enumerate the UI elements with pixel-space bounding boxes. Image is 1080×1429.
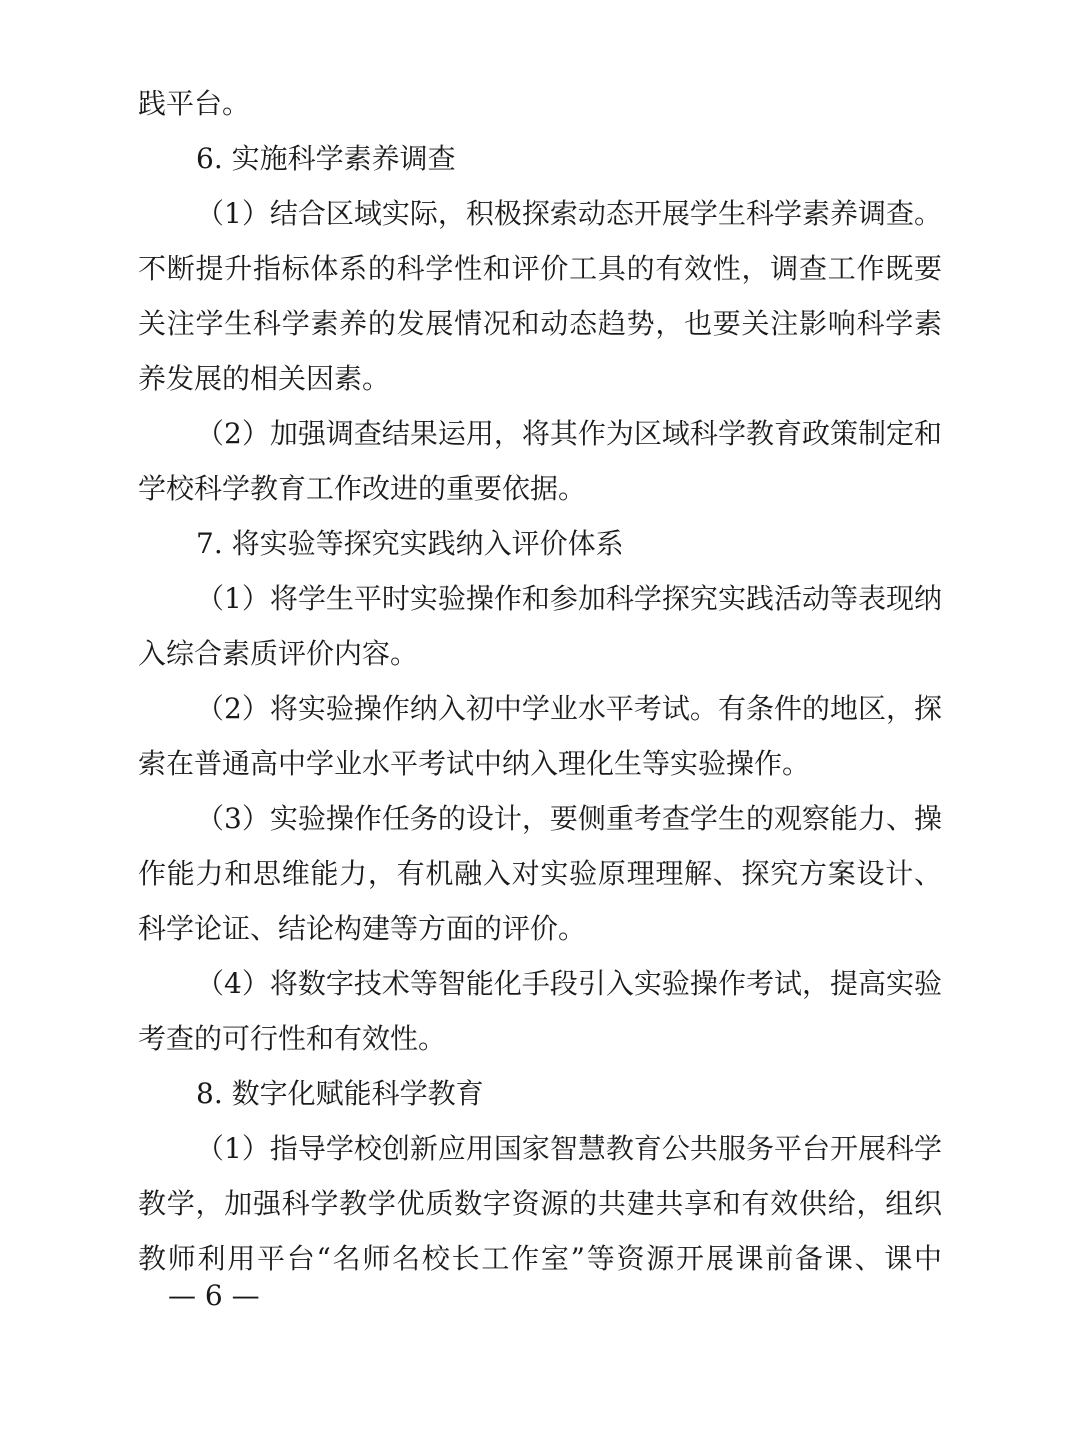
- paragraph-line: （1）结合区域实际，积极探索动态开展学生科学素养调查。: [196, 197, 942, 230]
- paragraph-line: 作能力和思维能力，有机融入对实验原理理解、探究方案设计、: [138, 857, 942, 890]
- section-heading: 6. 实施科学素养调查: [196, 142, 456, 175]
- text-line: 践平台。: [138, 87, 251, 120]
- paragraph-line: 入综合素质评价内容。: [138, 637, 419, 670]
- paragraph-line: 教师利用平台“名师名校长工作室”等资源开展课前备课、课中: [138, 1242, 942, 1275]
- paragraph-line: 教学，加强科学教学优质数字资源的共建共享和有效供给，组织: [138, 1187, 942, 1220]
- section-heading: 8. 数字化赋能科学教育: [196, 1077, 484, 1110]
- paragraph-line: 索在普通高中学业水平考试中纳入理化生等实验操作。: [138, 747, 811, 780]
- paragraph-line: 关注学生科学素养的发展情况和动态趋势，也要关注影响科学素: [138, 307, 942, 340]
- paragraph-line: 不断提升指标体系的科学性和评价工具的有效性，调查工作既要: [138, 252, 942, 285]
- paragraph-line: （1）将学生平时实验操作和参加科学探究实践活动等表现纳: [196, 582, 942, 615]
- paragraph-line: （2）加强调查结果运用，将其作为区域科学教育政策制定和: [196, 417, 942, 450]
- paragraph-line: 养发展的相关因素。: [138, 362, 391, 395]
- page-number: — 6 —: [168, 1279, 260, 1312]
- paragraph-line: （2）将实验操作纳入初中学业水平考试。有条件的地区，探: [196, 692, 942, 725]
- paragraph-line: （3）实验操作任务的设计，要侧重考查学生的观察能力、操: [196, 802, 942, 835]
- paragraph-line: 科学论证、结论构建等方面的评价。: [138, 912, 587, 945]
- paragraph-line: （4）将数字技术等智能化手段引入实验操作考试，提高实验: [196, 967, 942, 1000]
- section-heading: 7. 将实验等探究实践纳入评价体系: [196, 527, 624, 560]
- paragraph-line: （1）指导学校创新应用国家智慧教育公共服务平台开展科学: [196, 1132, 942, 1165]
- paragraph-line: 学校科学教育工作改进的重要依据。: [138, 472, 587, 505]
- paragraph-line: 考查的可行性和有效性。: [138, 1022, 447, 1055]
